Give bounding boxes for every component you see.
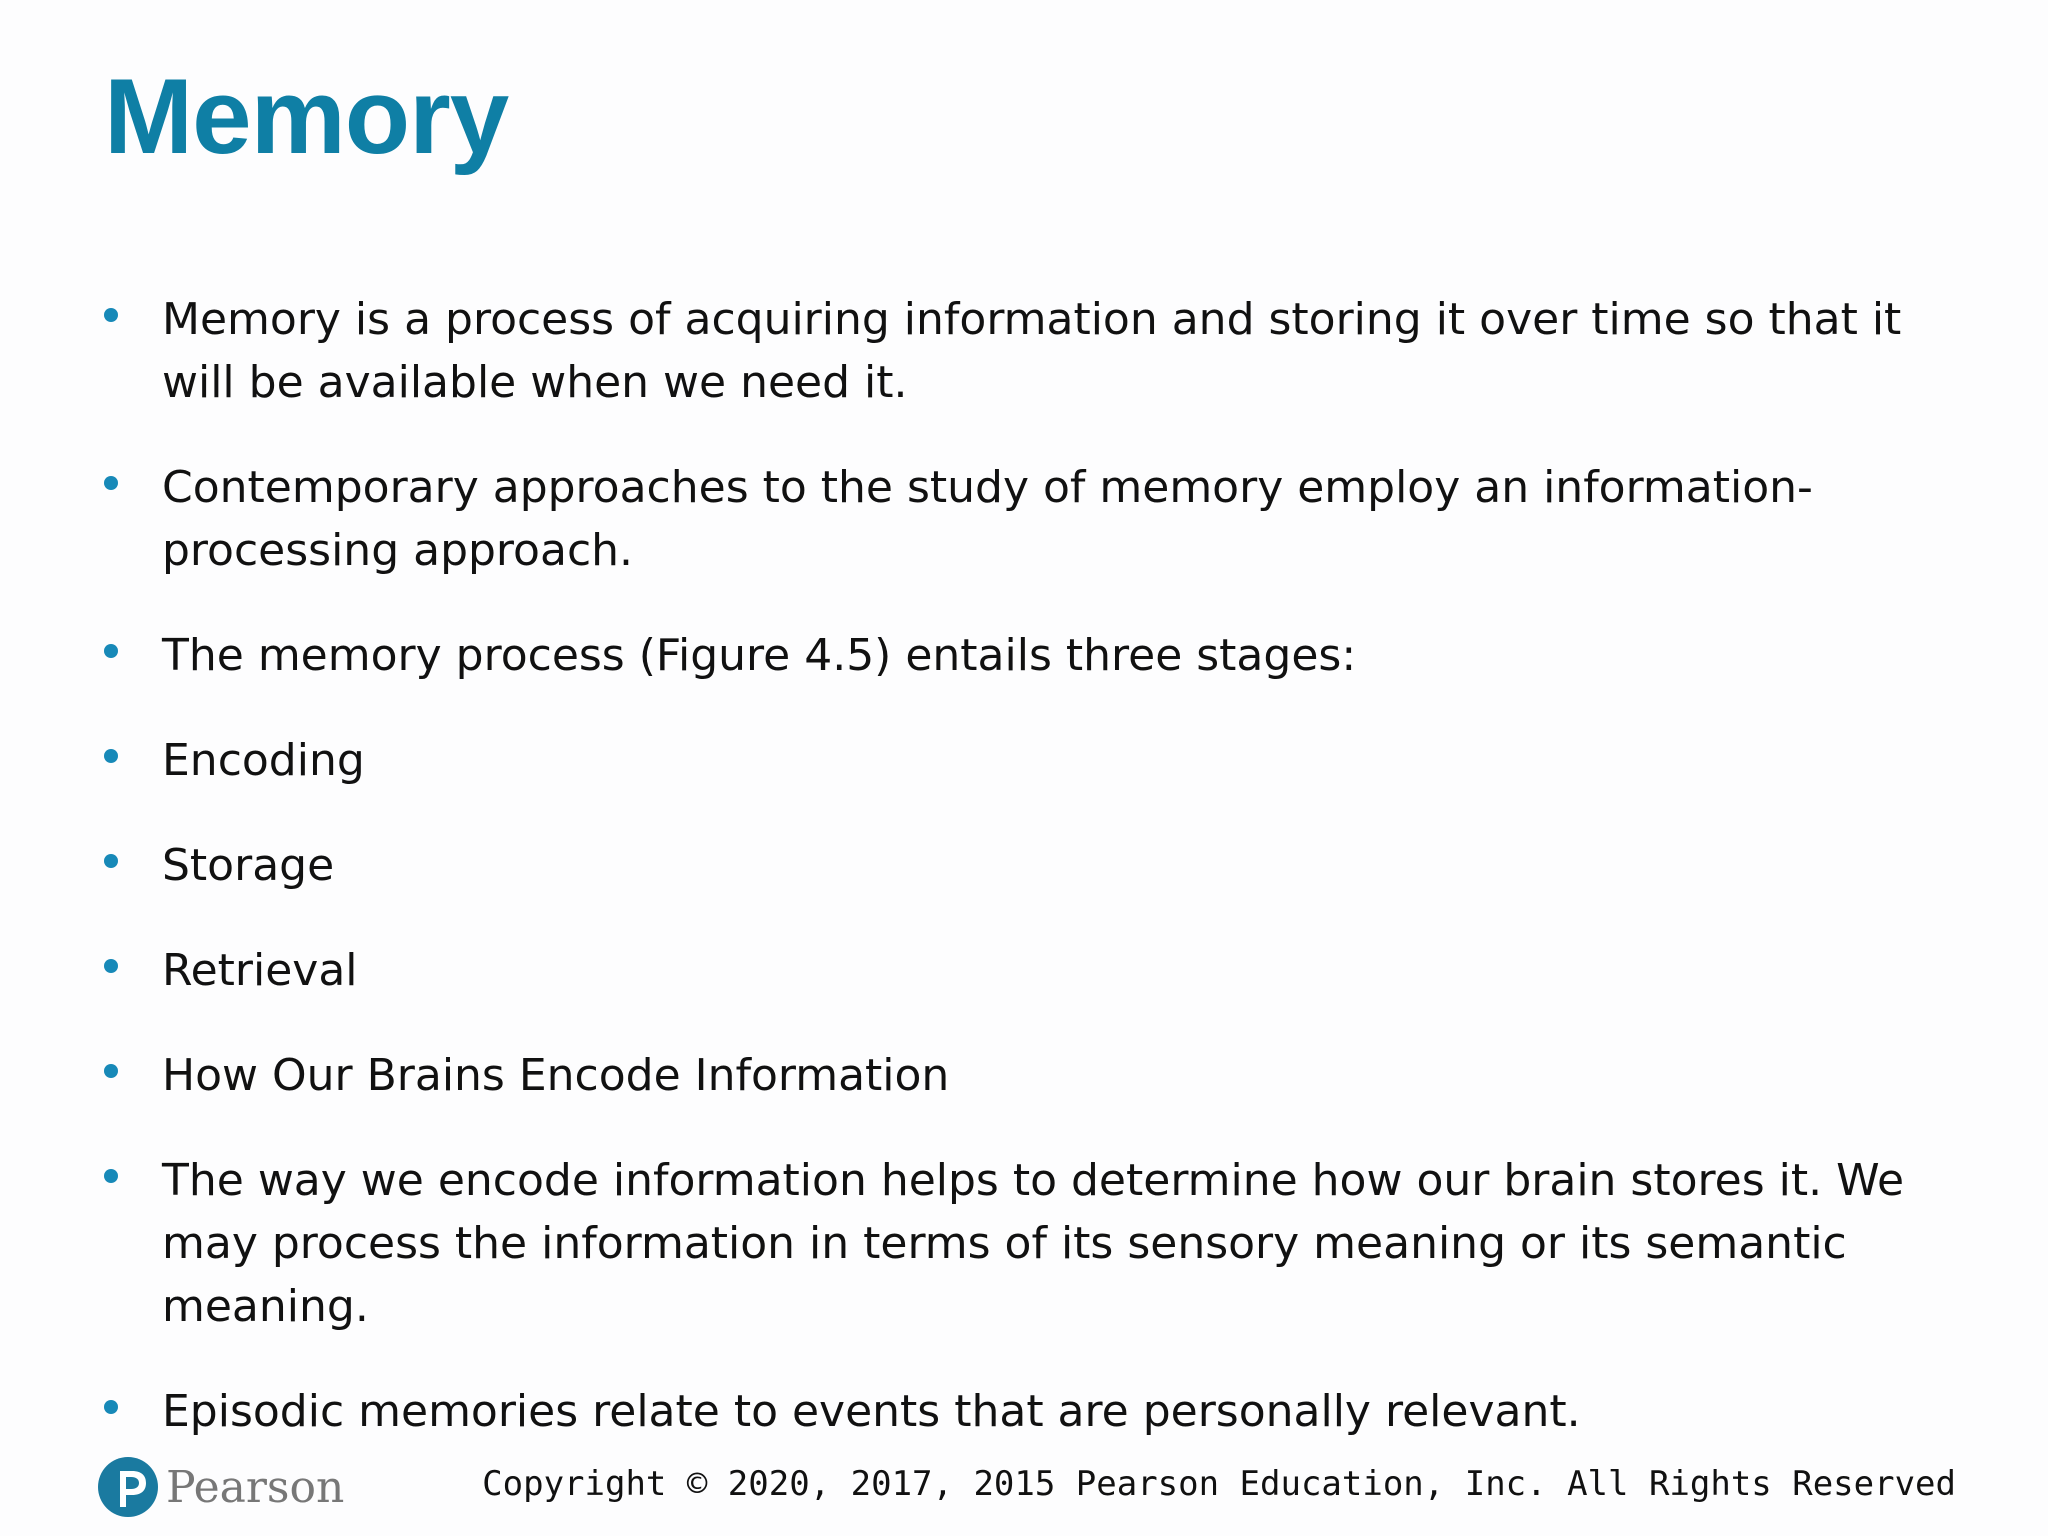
bullet-dot-icon [104, 1064, 118, 1078]
bullet-item [100, 1044, 1960, 1107]
bullet-dot-icon [104, 308, 118, 322]
bullet-dot-icon [104, 1169, 118, 1183]
bullet-dot-icon [104, 854, 118, 868]
bullet-item [100, 1380, 1960, 1443]
bullet-text: Storage [162, 840, 335, 891]
bullet-list [100, 288, 1960, 1485]
bullet-text: The memory process (Figure 4.5) entails three stages: [162, 630, 1357, 681]
bullet-item [100, 1149, 1960, 1338]
bullet-item [100, 456, 1960, 582]
bullet-text: Contemporary approaches to the study of memory employ an information-processing approach. [162, 462, 1813, 576]
pearson-logo [98, 1452, 344, 1522]
pearson-logo-icon [98, 1457, 158, 1517]
bullet-text: Retrieval [162, 945, 358, 996]
pearson-logo-text: Pearson [166, 1461, 345, 1513]
slide-title: Memory [104, 56, 509, 176]
bullet-dot-icon [104, 644, 118, 658]
bullet-dot-icon [104, 1400, 118, 1414]
bullet-text: Memory is a process of acquiring information and storing it over time so that it will be available when we need it. [162, 294, 1902, 408]
copyright-notice: Copyright © 2020, 2017, 2015 Pearson Education, Inc. All Rights Reserved [482, 1464, 1956, 1504]
bullet-dot-icon [104, 959, 118, 973]
bullet-item [100, 834, 1960, 897]
bullet-text: Episodic memories relate to events that are personally relevant. [162, 1386, 1581, 1437]
bullet-item [100, 288, 1960, 414]
bullet-text: Encoding [162, 735, 365, 786]
bullet-item [100, 729, 1960, 792]
bullet-item [100, 939, 1960, 1002]
bullet-item [100, 624, 1960, 687]
bullet-text: How Our Brains Encode Information [162, 1050, 950, 1101]
bullet-text: The way we encode information helps to determine how our brain stores it. We may process the information in terms of its sensory meaning or its semantic meaning. [162, 1155, 1905, 1332]
bullet-dot-icon [104, 476, 118, 490]
bullet-dot-icon [104, 749, 118, 763]
